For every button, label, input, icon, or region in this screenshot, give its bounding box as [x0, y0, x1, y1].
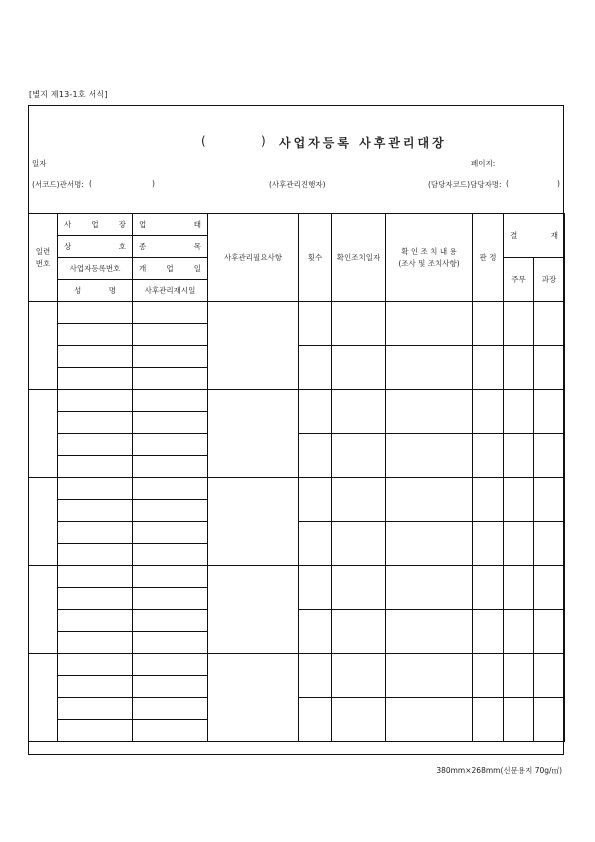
confirm-action-cell[interactable] — [386, 302, 473, 346]
chief-cell[interactable] — [534, 390, 565, 434]
business-info-cell[interactable] — [58, 588, 133, 610]
count-cell[interactable] — [299, 390, 332, 434]
confirm-date-cell[interactable] — [332, 566, 386, 610]
serial-header: 일련 번호 — [29, 214, 58, 302]
business-info-cell[interactable] — [58, 456, 133, 478]
confirm-date-header: 확인조치일자 — [332, 214, 386, 302]
reg-no-header: 사업자등록번호 — [58, 258, 133, 280]
count-cell[interactable] — [299, 302, 332, 346]
trade-name-header: 상 호 — [58, 236, 133, 258]
required-items-cell[interactable] — [208, 390, 299, 478]
business-info-cell[interactable] — [58, 390, 133, 412]
business-detail-cell[interactable] — [133, 302, 208, 324]
title-paren-close: ) — [261, 134, 269, 148]
serial-cell[interactable] — [29, 302, 58, 390]
confirm-action-cell[interactable] — [386, 654, 473, 698]
business-detail-cell[interactable] — [133, 412, 208, 434]
business-info-cell[interactable] — [58, 346, 133, 368]
officer-header: 주무 — [504, 258, 534, 302]
business-detail-cell[interactable] — [133, 478, 208, 500]
business-info-cell[interactable] — [58, 544, 133, 566]
count-cell[interactable] — [299, 522, 332, 566]
business-detail-cell[interactable] — [133, 566, 208, 588]
business-info-cell[interactable] — [58, 478, 133, 500]
progress-label: (사후관리진행자) — [269, 180, 326, 189]
business-detail-cell[interactable] — [133, 654, 208, 676]
confirm-date-cell[interactable] — [332, 434, 386, 478]
judgment-cell[interactable] — [473, 302, 504, 346]
business-info-cell[interactable] — [58, 698, 133, 720]
table-row — [29, 654, 565, 676]
serial-cell[interactable] — [29, 654, 58, 742]
judgment-cell[interactable] — [473, 654, 504, 698]
business-info-cell[interactable] — [58, 302, 133, 324]
officer-cell[interactable] — [504, 346, 534, 390]
business-info-cell[interactable] — [58, 412, 133, 434]
required-items-cell[interactable] — [208, 302, 299, 390]
serial-cell[interactable] — [29, 478, 58, 566]
confirm-date-cell[interactable] — [332, 346, 386, 390]
mgmt-date-header: 사후관리재시일 — [133, 280, 208, 302]
serial-cell[interactable] — [29, 390, 58, 478]
officer-cell[interactable] — [504, 566, 534, 610]
business-detail-cell[interactable] — [133, 544, 208, 566]
count-cell[interactable] — [299, 566, 332, 610]
count-cell[interactable] — [299, 610, 332, 654]
business-detail-cell[interactable] — [133, 500, 208, 522]
business-detail-cell[interactable] — [133, 456, 208, 478]
business-detail-cell[interactable] — [133, 368, 208, 390]
chief-cell[interactable] — [534, 654, 565, 698]
confirm-action-cell[interactable] — [386, 346, 473, 390]
business-info-cell[interactable] — [58, 654, 133, 676]
business-info-cell[interactable] — [58, 324, 133, 346]
judgment-cell[interactable] — [473, 346, 504, 390]
judgment-cell[interactable] — [473, 390, 504, 434]
judgment-header: 판 정 — [473, 214, 504, 302]
confirm-date-cell[interactable] — [332, 522, 386, 566]
required-items-cell[interactable] — [208, 566, 299, 654]
business-info-cell[interactable] — [58, 434, 133, 456]
count-cell[interactable] — [299, 698, 332, 742]
office-paren-open: ( — [89, 179, 92, 188]
business-detail-cell[interactable] — [133, 720, 208, 742]
serial-cell[interactable] — [29, 566, 58, 654]
manager-paren-open: ( — [506, 179, 509, 188]
count-cell[interactable] — [299, 434, 332, 478]
register-table — [28, 213, 565, 742]
business-type-header: 업 태 — [133, 214, 208, 236]
count-cell[interactable] — [299, 478, 332, 522]
manager-paren-close: ) — [557, 179, 560, 188]
business-info-cell[interactable] — [58, 676, 133, 698]
open-date-header: 개 업 일 — [133, 258, 208, 280]
approval-header: 결 재 — [504, 214, 565, 258]
table-row — [29, 566, 565, 588]
business-info-cell[interactable] — [58, 522, 133, 544]
required-items-header: 사후관리필요사항 — [208, 214, 299, 302]
judgment-cell[interactable] — [473, 478, 504, 522]
table-row — [29, 478, 565, 500]
confirm-action-cell[interactable] — [386, 390, 473, 434]
officer-cell[interactable] — [504, 698, 534, 742]
judgment-cell[interactable] — [473, 698, 504, 742]
paper-spec-note: 380mm×268mm(신문용지 70g/㎡) — [436, 766, 562, 775]
table-row — [29, 390, 565, 412]
confirm-date-cell[interactable] — [332, 610, 386, 654]
office-label: (서코드)관서명: — [32, 180, 84, 189]
business-detail-cell[interactable] — [133, 698, 208, 720]
business-detail-cell[interactable] — [133, 522, 208, 544]
item-header: 종 목 — [133, 236, 208, 258]
office-paren-close: ) — [152, 179, 155, 188]
chief-cell[interactable] — [534, 478, 565, 522]
name-header: 성 명 — [58, 280, 133, 302]
chief-cell[interactable] — [534, 698, 565, 742]
judgment-cell[interactable] — [473, 610, 504, 654]
confirm-action-cell[interactable] — [386, 522, 473, 566]
confirm-date-cell[interactable] — [332, 390, 386, 434]
judgment-cell[interactable] — [473, 434, 504, 478]
officer-cell[interactable] — [504, 302, 534, 346]
confirm-action-cell[interactable] — [386, 698, 473, 742]
title-main: 사업자등록 사후관리대장 — [279, 136, 447, 150]
title-paren-open: ( — [201, 134, 209, 148]
business-info-cell[interactable] — [58, 368, 133, 390]
business-detail-cell[interactable] — [133, 676, 208, 698]
officer-cell[interactable] — [504, 478, 534, 522]
business-detail-cell[interactable] — [133, 346, 208, 368]
chief-cell[interactable] — [534, 566, 565, 610]
business-info-cell[interactable] — [58, 500, 133, 522]
confirm-action-cell[interactable] — [386, 566, 473, 610]
entry-rows — [29, 302, 565, 742]
business-info-cell[interactable] — [58, 632, 133, 654]
officer-cell[interactable] — [504, 390, 534, 434]
judgment-cell[interactable] — [473, 566, 504, 610]
count-cell[interactable] — [299, 654, 332, 698]
count-cell[interactable] — [299, 346, 332, 390]
confirm-action-cell[interactable] — [386, 610, 473, 654]
required-items-cell[interactable] — [208, 654, 299, 742]
officer-cell[interactable] — [504, 522, 534, 566]
manager-label: (담당자코드)담당자명: — [428, 180, 502, 189]
required-items-cell[interactable] — [208, 478, 299, 566]
business-detail-cell[interactable] — [133, 434, 208, 456]
confirm-action-cell[interactable] — [386, 478, 473, 522]
date-label: 일자 — [32, 159, 47, 168]
officer-cell[interactable] — [504, 434, 534, 478]
business-info-cell[interactable] — [58, 720, 133, 742]
chief-header: 과장 — [534, 258, 565, 302]
form-number-label: [별지 제13-1호 서식] — [29, 90, 108, 99]
confirm-action-header: 확 인 조 치 내 용 (조사 및 조치사항) — [386, 214, 473, 302]
chief-cell[interactable] — [534, 302, 565, 346]
table-row — [29, 302, 565, 324]
confirm-date-cell[interactable] — [332, 654, 386, 698]
page-label: 페이지: — [471, 159, 496, 168]
chief-cell[interactable] — [534, 346, 565, 390]
count-header: 횟수 — [299, 214, 332, 302]
business-detail-cell[interactable] — [133, 632, 208, 654]
business-detail-cell[interactable] — [133, 324, 208, 346]
confirm-action-cell[interactable] — [386, 434, 473, 478]
chief-cell[interactable] — [534, 434, 565, 478]
judgment-cell[interactable] — [473, 522, 504, 566]
business-info-cell[interactable] — [58, 566, 133, 588]
officer-cell[interactable] — [504, 654, 534, 698]
confirm-date-cell[interactable] — [332, 478, 386, 522]
confirm-date-cell[interactable] — [332, 698, 386, 742]
business-detail-cell[interactable] — [133, 390, 208, 412]
business-info-cell[interactable] — [58, 610, 133, 632]
chief-cell[interactable] — [534, 522, 565, 566]
chief-cell[interactable] — [534, 610, 565, 654]
business-place-header: 사 업 장 — [58, 214, 133, 236]
register-form — [28, 105, 564, 755]
officer-cell[interactable] — [504, 610, 534, 654]
confirm-date-cell[interactable] — [332, 302, 386, 346]
business-detail-cell[interactable] — [133, 610, 208, 632]
business-detail-cell[interactable] — [133, 588, 208, 610]
